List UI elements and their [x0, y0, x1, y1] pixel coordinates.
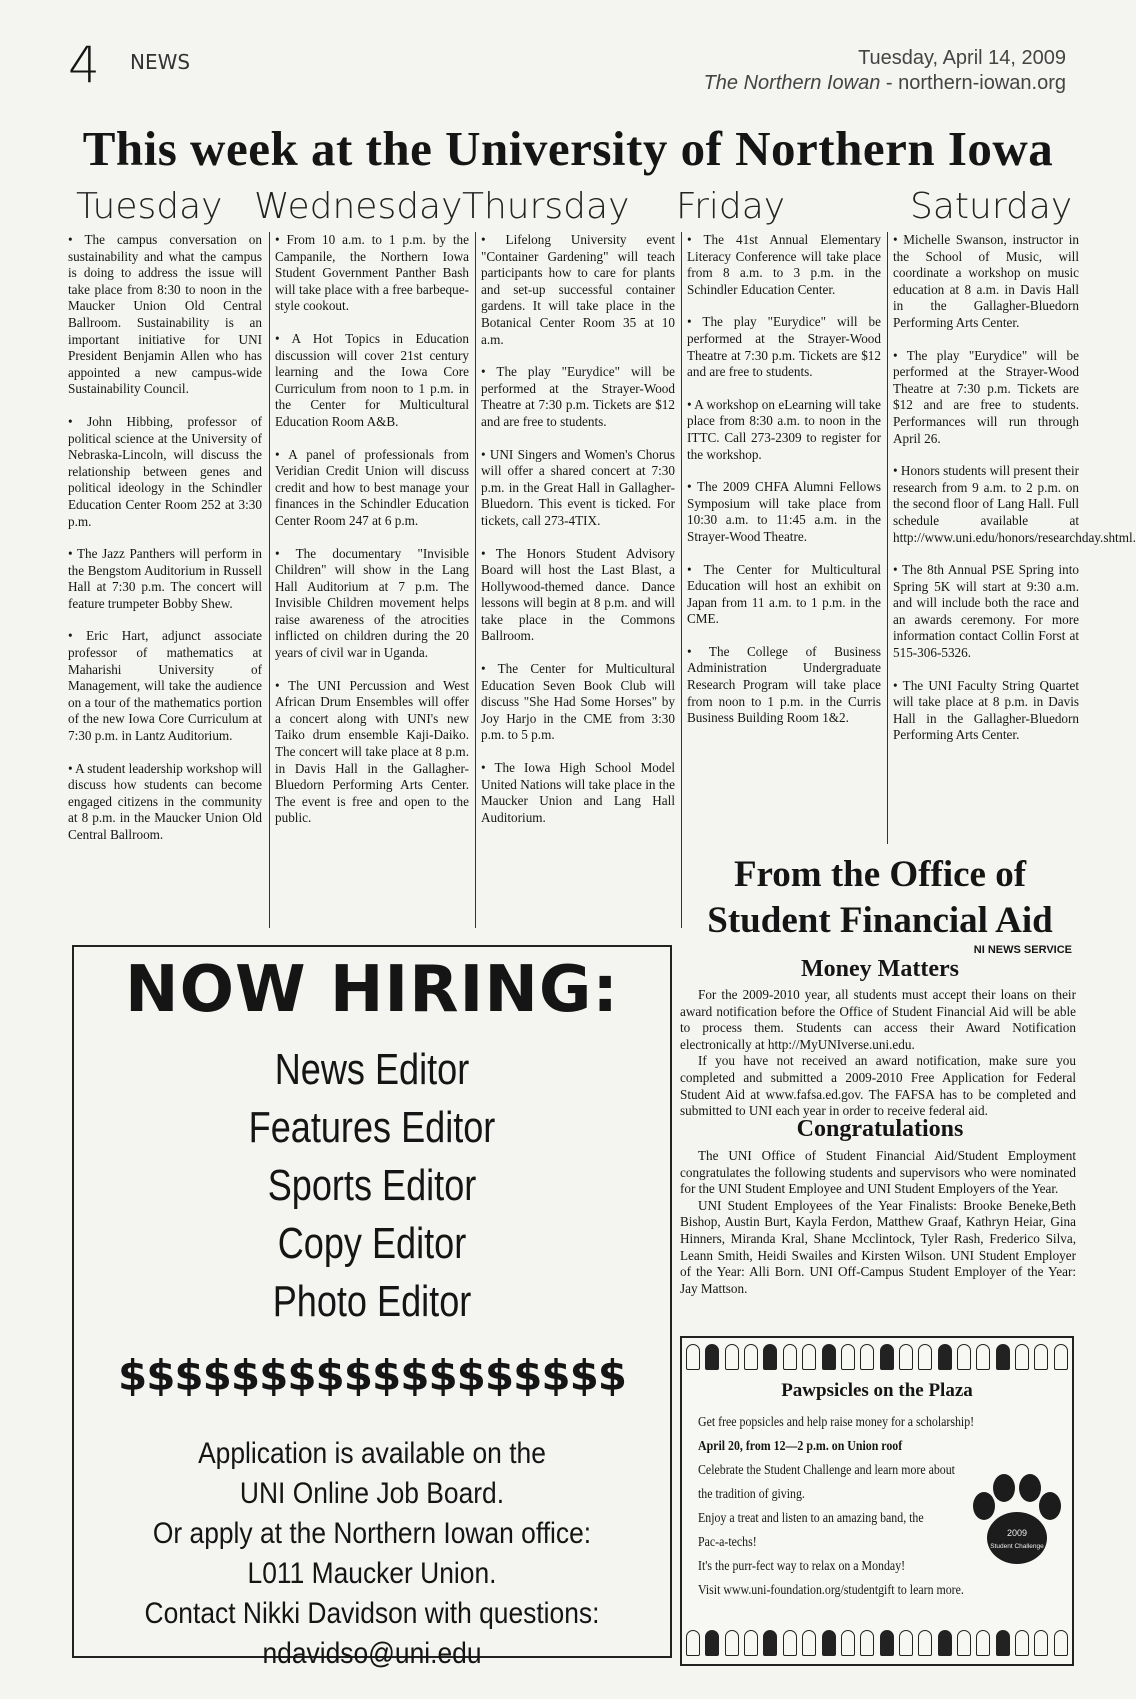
event-item: • Michelle Swanson, instructor in the School of Music, will coordinate a workshop on music education at 8 a.m. in Davis Hall in the Gallagher-Bluedorn Performing Arts Center. — [893, 232, 1079, 330]
byline: NI NEWS SERVICE — [973, 944, 1072, 956]
event-item: • The Iowa High School Model United Nations will take place in the Maucker Union and Lang Hall Auditorium. — [481, 760, 675, 825]
day-friday: Friday — [676, 186, 786, 227]
financial-aid-title: From the Office of Student Financial Aid — [707, 854, 1053, 941]
event-item: • The play "Eurydice" will be performed at the Strayer-Wood Theatre at 7:30 p.m. Tickets are $12 and are free to students. — [687, 314, 881, 380]
event-item: • The 41st Annual Elementary Literacy Conference will take place from 8 a.m. to 3 p.m. in the Schindler Education Center. — [687, 232, 881, 297]
money-matters-body — [680, 987, 1076, 1120]
congratulations-body — [680, 1148, 1076, 1297]
dollar-signs: $$$$$$$$$$$$$$$$$$ — [117, 1351, 627, 1400]
apply-line: L011 Maucker Union. — [247, 1557, 497, 1590]
event-item: • John Hibbing, professor of political science at the University of Nebraska-Lincoln, will discuss the relationship between genes and political ideology in the Schindler Education Center Room 252 at 3:30 p.m. — [68, 413, 262, 529]
event-item: • Eric Hart, adjunct associate professor of mathematics at Maharishi University of Management, will take the audience on a tour of the mathematics portion of the new Iowa Core Curriculum at 7:30 p.m. in Lantz Auditorium. — [68, 628, 262, 744]
event-item: • UNI Singers and Women's Chorus will offer a shared concert at 7:30 p.m. in the Great Hall in Gallagher-Bluedorn. This event is ticked. For tickets, call 273-4TIX. — [481, 446, 675, 528]
column-divider — [887, 232, 888, 844]
position-item: Copy Editor — [277, 1219, 467, 1268]
event-item: • A student leadership workshop will discuss how students can become engaged citizens in the community at 8 p.m. in the Maucker Union Old Central Ballroom. — [68, 760, 262, 842]
event-item: • The play "Eurydice" will be performed at the Strayer-Wood Theatre at 7:30 p.m. Tickets are $12 and are free to students. Performances will run through April 26. — [893, 347, 1079, 446]
event-item: • From 10 a.m. to 1 p.m. by the Campanile, the Northern Iowa Student Government Panther Bash will take place with a free barbeque-style cookout. — [275, 232, 469, 314]
column-saturday — [893, 232, 1136, 760]
paw-caption: Student Challenge — [990, 1543, 1044, 1550]
paragraph: If you have not received an award notification, make sure you completed and submitted a 2009-2010 Free Application for Federal Student Aid at www.fafsa.ed.gov. The FAFSA has to be completed and submitted to UNI each year in order to receive federal aid. — [680, 1053, 1076, 1119]
paragraph: For the 2009-2010 year, all students must accept their loans on their award notification before the Office of Student Financial Aid will be able to process them. Students can access their Award Notification electronically at http://MyUNIverse.uni.edu. — [680, 987, 1076, 1052]
column-friday — [687, 232, 881, 743]
day-tuesday: Tuesday — [76, 186, 223, 227]
event-item: • Lifelong University event "Container Gardening" will teach participants how to care for plants and set-up successful container gardens. It will take place in the Botanical Center Room 35 at 10 a.m. — [481, 232, 675, 347]
event-item: • A panel of professionals from Veridian Credit Union will discuss credit and how to best manage your finances in the Schindler Education Center Room 247 at 6 p.m. — [275, 446, 469, 528]
apply-line: Application is available on the — [198, 1437, 546, 1470]
paw-year: 2009 — [1006, 1528, 1028, 1538]
position-item: Photo Editor — [272, 1277, 472, 1326]
day-headings — [66, 186, 1072, 228]
issue-date: Tuesday, April 14, 2009 — [858, 47, 1066, 69]
position-item: Sports Editor — [267, 1161, 477, 1210]
position-item: News Editor — [274, 1045, 470, 1094]
hiring-positions — [74, 1041, 670, 1331]
hiring-title: NOW HIRING: — [125, 953, 619, 1027]
dateline — [704, 46, 1066, 96]
popsicle-border-top — [686, 1344, 1068, 1374]
event-item: • The documentary "Invisible Children" will show in the Lang Hall Auditorium at 7 p.m. The Invisible Children movement helps raise awareness of the atrocities inflicted on children during the 20 years of civil war in Uganda. — [275, 545, 469, 661]
position-item: Features Editor — [248, 1103, 496, 1152]
section-label: NEWS — [130, 50, 191, 74]
event-item: • The Honors Student Advisory Board will host the Last Blast, a Hollywood-themed dance. Dance lessons will begin at 8 p.m. and will take place in the Commons Ballroom. — [481, 545, 675, 644]
congratulations-heading: Congratulations — [796, 1116, 964, 1142]
hiring-ad — [72, 945, 672, 1670]
event-item: • The play "Eurydice" will be performed at the Strayer-Wood Theatre at 7:30 p.m. Tickets are $12 and are free to students. — [481, 364, 675, 429]
day-saturday: Saturday — [910, 186, 1073, 227]
popsicle-border-bottom — [686, 1630, 1068, 1660]
event-item: • The 2009 CHFA Alumni Fellows Symposium will take place from 10:30 a.m. to 11:45 a.m. in the Strayer-Wood Theatre. — [687, 479, 881, 544]
publication-website: - northern-iowan.org — [880, 72, 1066, 94]
page-number: 4 — [68, 36, 100, 94]
day-thursday: Thursday — [462, 186, 630, 227]
contact-email: ndavidso@uni.edu — [262, 1637, 482, 1670]
event-item: • The Jazz Panthers will perform in the Bengstom Auditorium in Russell Hall at 7:30 p.m. The concert will feature trumpeter Bobby Shew. — [68, 546, 262, 611]
event-item: • The College of Business Administration Undergraduate Research Program will take place from noon to 1 p.m. in the Curris Business Building Room 1&2. — [687, 643, 881, 726]
event-item: • The Center for Multicultural Education Seven Book Club will discuss "She Had Some Horses" by Joy Harjo in the CME from 3:30 p.m. to 5 p.m. — [481, 661, 675, 743]
event-item: • Honors students will present their research from 9 a.m. to 2 p.m. on the second floor of Lang Hall. Full schedule available at http://www.uni.edu/honors/researchday.shtml. — [893, 463, 1136, 545]
column-tuesday — [68, 232, 262, 860]
event-item: • A workshop on eLearning will take place from 8:30 a.m. to noon in the ITTC. Call 273-2309 to register for the workshop. — [687, 396, 881, 462]
column-thursday — [481, 232, 675, 842]
page-headline: This week at the University of Northern Iowa — [82, 121, 1054, 176]
event-item: • The 8th Annual PSE Spring into Spring 5K will start at 9:30 a.m. and will include both the race and an awards ceremony. For more information contact Collin Forst at 515-306-5326. — [893, 562, 1079, 661]
pawpsicles-title: Pawpsicles on the Plaza — [781, 1380, 973, 1401]
event-item: • The UNI Faculty String Quartet will take place at 8 p.m. in Davis Hall in the Gallagher-Bluedorn Performing Arts Center. — [893, 677, 1079, 743]
event-item: • The UNI Percussion and West African Drum Ensembles will offer a concert along with UNI's new Taiko drum ensemble Kaji-Daiko. The concert will take place at 8 p.m. in Davis Hall in the Gallagher-Bluedorn Performing Arts Center. The event is free and open to the public. — [275, 677, 469, 826]
event-item: • A Hot Topics in Education discussion will cover 21st century learning and the Iowa Core Curriculum from noon to 1 p.m. in the Center for Multicultural Education Room A&B. — [275, 330, 469, 429]
day-wednesday: Wednesday — [254, 186, 463, 227]
column-divider — [475, 232, 476, 928]
paragraph: UNI Student Employees of the Year Finalists: Brooke Beneke,Beth Bishop, Austin Burt, Kayla Ferdon, Matthew Graaf, Kathryn Heiar, Gina Hinners, Miranda Kral, Shane Mcclintock, Tyler Rash, Frederico Silva, Leann Smith, Heidi Swailes and Kirsten Wilson. UNI Student Employer of the Year: Alli Born. UNI Off-Campus Student Employer of the Year: Jay Mattson. — [680, 1197, 1076, 1296]
paragraph: The UNI Office of Student Financial Aid/Student Employment congratulates the following students and supervisors who were nominated for the UNI Student Employee and UNI Student Employers of the Year. — [680, 1148, 1076, 1197]
event-item: • The Center for Multicultural Education will host an exhibit on Japan from 11 a.m. to 1 p.m. in the CME. — [687, 561, 881, 627]
apply-line: Or apply at the Northern Iowan office: — [152, 1517, 592, 1550]
apply-line: UNI Online Job Board. — [239, 1477, 505, 1510]
publication-name: The Northern Iowan — [703, 72, 881, 94]
apply-line: Contact Nikki Davidson with questions: — [144, 1597, 600, 1630]
application-info — [110, 1434, 634, 1674]
column-wednesday — [275, 232, 469, 843]
event-item: • The campus conversation on sustainability and what the campus is doing to address the issue will take place from 8:30 to noon in the Maucker Union Old Central Ballroom. Sustainability is an important initiative for UNI President Benjamin Allen who has appointed a new campus-wide Sustainability Council. — [68, 232, 262, 397]
money-matters-heading: Money Matters — [801, 956, 959, 982]
pawpsicles-ad — [680, 1336, 1074, 1666]
paw-print-icon — [962, 1468, 1072, 1578]
pawpsicles-text: Get free popsicles and help raise money for a scholarship! April 20, from 12—2 p.m. on Union roof Celebrate the Student Challenge and learn more about the tradition of giving. Enjoy a treat and listen to an amazing band, the Pac-a-techs! It's the purr-fect way to relax on a Monday! Visit www.uni-foundation.org/studentgift to learn more. — [698, 1414, 975, 1597]
column-divider — [681, 232, 682, 928]
column-divider — [269, 232, 270, 928]
